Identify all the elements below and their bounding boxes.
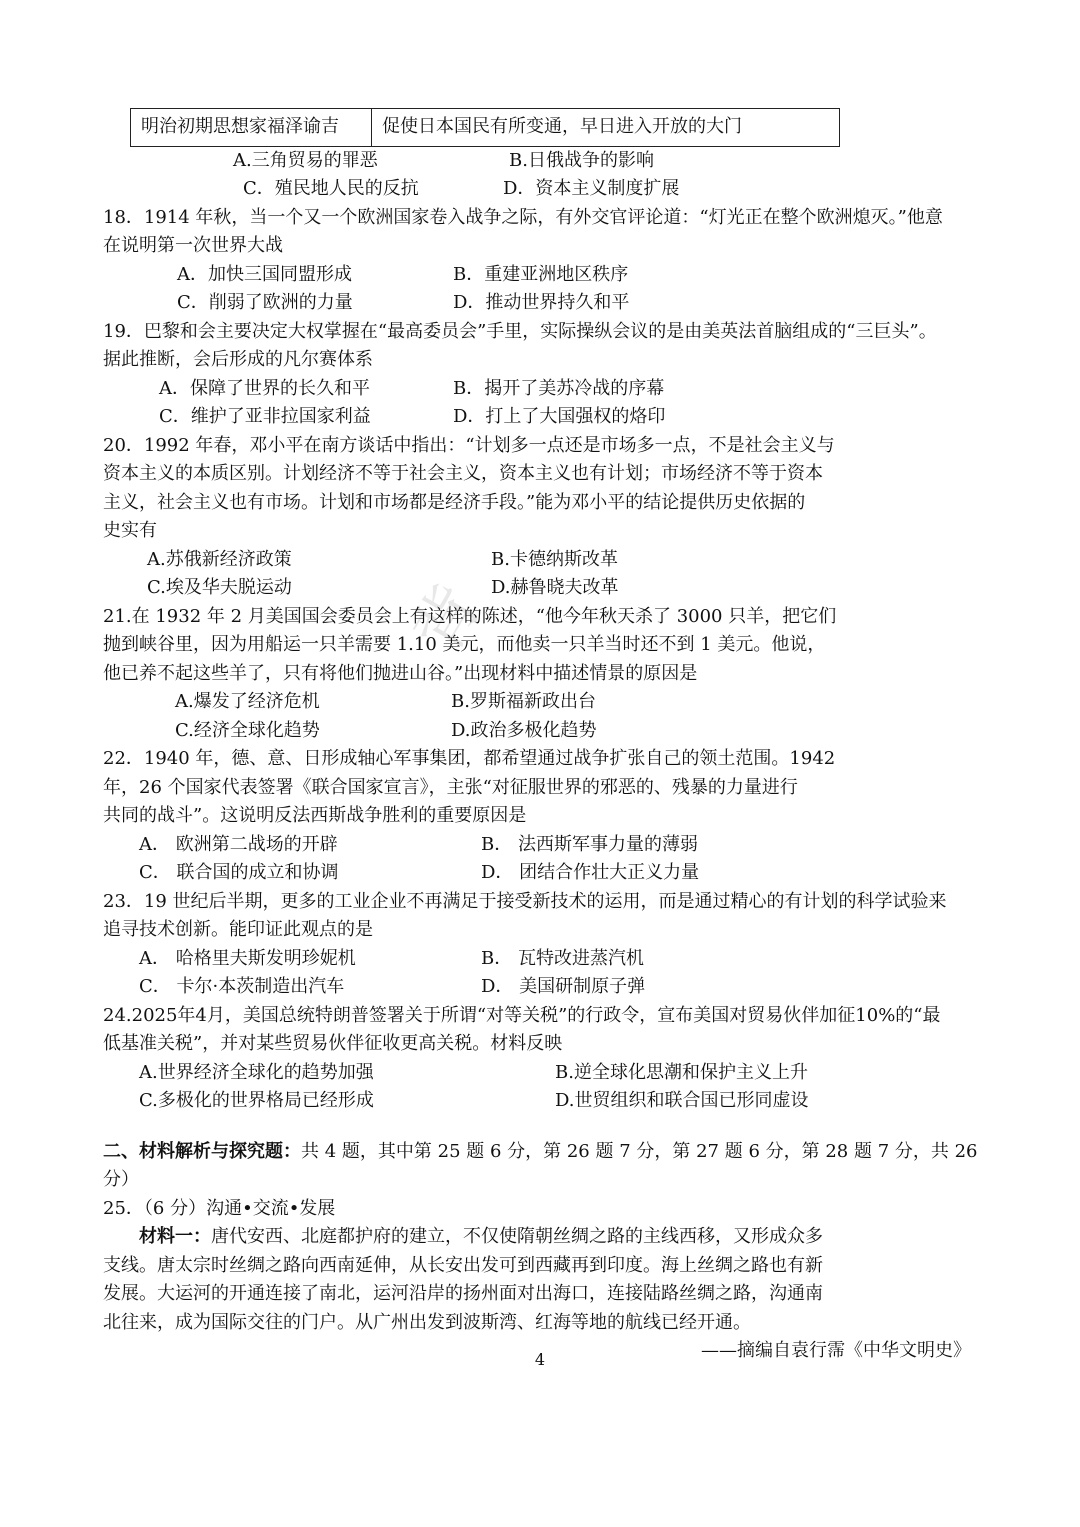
section-gap [103, 1116, 983, 1138]
q23-option-d: D． 美国研制原子弹 [481, 976, 646, 997]
q17-option-c: C．殖民地人民的反抗 [243, 178, 419, 199]
q18-option-d: D．推动世界持久和平 [453, 292, 630, 313]
q23-stem-line1: 23．19 世纪后半期，更多的工业企业不再满足于接受新技术的运用，而是通过精心的有计划的科学试验来 [103, 890, 947, 912]
section2-desc: 共 4 题，其中第 25 题 6 分，第 26 题 7 分，第 27 题 6 分，第 28 题 7 分，共 26 [301, 1140, 978, 1162]
watermark: 背 [400, 567, 500, 666]
q21-option-c: C.经济全球化趋势 [175, 719, 320, 741]
q23-options-row1 [103, 945, 983, 974]
q23-option-a: A． 哈格里夫斯发明珍妮机 [139, 947, 356, 969]
q25-material-label: 材料一： [139, 1226, 211, 1247]
q17-option-d: D．资本主义制度扩展 [503, 178, 680, 199]
page-number: 4 [534, 1350, 546, 1369]
q24-options-row1 [103, 1059, 983, 1088]
q18-option-c: C．削弱了欧洲的力量 [177, 292, 353, 313]
q23-option-b: B． 瓦特改进蒸汽机 [481, 947, 644, 969]
q21-option-a: A.爆发了经济危机 [175, 691, 320, 712]
q20-option-c: C.埃及华夫脱运动 [147, 577, 292, 598]
q18-stem-line2: 在说明第一次世界大战 [103, 235, 283, 256]
q18-option-b: B．重建亚洲地区秩序 [453, 263, 629, 285]
q18-options-row2 [103, 289, 983, 318]
q17-option-b: B.日俄战争的影响 [509, 149, 654, 171]
q20-stem-line1: 20．1992 年春，邓小平在南方谈话中指出：“计划多一点还是市场多一点，不是社会主义与 [103, 434, 835, 456]
q24-option-d: D.世贸组织和联合国已形同虚设 [555, 1090, 809, 1111]
q24-stem-line1: 24.2025年4月，美国总统特朗普签署关于所谓“对等关税”的行政令，宣布美国对贸易伙伴加征10%的“最 [103, 1004, 941, 1026]
q20-option-b: B.卡德纳斯改革 [491, 548, 618, 570]
q17-options-row2 [103, 175, 983, 204]
q23-stem-line2: 追寻技术创新。能印证此观点的是 [103, 919, 373, 940]
q25-material-line2: 支线。唐太宗时丝绸之路向西南延伸，从长安出发可到西藏再到印度。海上丝绸之路也有新 [103, 1254, 823, 1276]
table-row [131, 109, 840, 147]
q22-stem-line2: 年，26 个国家代表签署《联合国家宣言》，主张“对征服世界的邪恶的、残暴的力量进行 [103, 776, 798, 798]
q19-options-row2 [103, 403, 983, 432]
q19-options-row1 [103, 375, 983, 404]
q23-option-c: C． 卡尔·本茨制造出汽车 [139, 976, 345, 997]
q19-option-c: C．维护了亚非拉国家利益 [159, 406, 371, 427]
q20-option-a: A.苏俄新经济政策 [147, 548, 292, 570]
q19-stem-line2: 据此推断，会后形成的凡尔赛体系 [103, 349, 373, 370]
q24-options-row2 [103, 1087, 983, 1116]
q22-option-a: A． 欧洲第二战场的开辟 [139, 833, 338, 855]
q23-options-row2 [103, 973, 983, 1002]
q19-option-b: B．揭开了美苏冷战的序幕 [453, 377, 665, 399]
q21-options-row2 [103, 717, 983, 746]
q20-stem-line2: 资本主义的本质区别。计划经济不等于社会主义，资本主义也有计划；市场经济不等于资本 [103, 463, 823, 484]
q21-option-d: D.政治多极化趋势 [451, 719, 597, 741]
q22-option-c: C． 联合国的成立和协调 [139, 862, 339, 883]
q19-stem-line1: 19．巴黎和会主要决定大权掌握在“最高委员会”手里，实际操纵会议的是由美英法首脑组成的“三巨头”。 [103, 320, 937, 342]
q19-option-d: D．打上了大国强权的烙印 [453, 406, 666, 427]
q20-options-row1 [103, 546, 983, 575]
q24-option-a: A.世界经济全球化的趋势加强 [139, 1061, 374, 1083]
q24-option-b: B.逆全球化思潮和保护主义上升 [555, 1061, 808, 1083]
section2-desc-line2: 分） [103, 1169, 139, 1190]
q22-options-row2 [103, 859, 983, 888]
q25-material-line1 [103, 1223, 983, 1252]
q25-title: 25．（6 分）沟通•交流•发展 [103, 1197, 336, 1219]
q22-option-d: D． 团结合作壮大正义力量 [481, 862, 700, 883]
q22-option-b: B． 法西斯军事力量的薄弱 [481, 833, 698, 855]
q17-option-a: A.三角贸易的罪恶 [233, 149, 378, 171]
q25-material-line3: 发展。大运河的开通连接了南北，运河沿岸的扬州面对出海口，连接陆路丝绸之路，沟通南 [103, 1283, 823, 1304]
q18-option-a: A．加快三国同盟形成 [177, 263, 352, 285]
q20-options-row2 [103, 574, 983, 603]
q21-stem-line1: 21.在 1932 年 2 月美国国会委员会上有这样的陈述，“他今年秋天杀了 3000 只羊，把它们 [103, 605, 837, 627]
q22-stem-line3: 共同的战斗”。这说明反法西斯战争胜利的重要原因是 [103, 805, 527, 826]
q21-options-row1 [103, 688, 983, 717]
q21-stem-line3: 他已养不起这些羊了，只有将他们抛进山谷。”出现材料中描述情景的原因是 [103, 662, 698, 684]
q24-option-c: C.多极化的世界格局已经形成 [139, 1090, 374, 1111]
q25-material-line4: 北往来，成为国际交往的门户。从广州出发到波斯湾、红海等地的航线已经开通。 [103, 1311, 751, 1333]
q22-stem-line1: 22．1940 年，德、意、日形成轴心军事集团，都希望通过战争扩张自己的领土范围。1942 [103, 748, 836, 769]
section2-title: 二、材料解析与探究题： [103, 1140, 301, 1162]
q18-options-row1 [103, 261, 983, 290]
page-content [103, 108, 983, 1366]
q20-stem-line3: 主义，社会主义也有市场。计划和市场都是经济手段。”能为邓小平的结论提供历史依据的 [103, 491, 806, 513]
table-cell-left: 明治初期思想家福泽谕吉 [131, 109, 372, 147]
quote-table [130, 108, 840, 147]
q20-option-d: D.赫鲁晓夫改革 [491, 577, 619, 598]
q25-material-text1: 唐代安西、北庭都护府的建立，不仅使隋朝丝绸之路的主线西移，又形成众多 [211, 1226, 823, 1247]
q18-stem-line1: 18．1914 年秋，当一个又一个欧洲国家卷入战争之际，有外交官评论道：“灯光正在整个欧洲熄灭。”他意 [103, 206, 943, 228]
table-cell-right: 促使日本国民有所变通，早日进入开放的大门 [372, 109, 840, 147]
section2-heading [103, 1138, 983, 1167]
q17-options-row1 [103, 147, 983, 176]
q24-stem-line2: 低基准关税”，并对某些贸易伙伴征收更高关税。材料反映 [103, 1033, 563, 1054]
q25-source: ——摘编自袁行霈《中华文明史》 [701, 1340, 971, 1361]
q21-stem-line2: 抛到峡谷里，因为用船运一只羊需要 1.10 美元，而他卖一只羊当时还不到 1 美元。他说， [103, 634, 826, 655]
q20-stem-line4: 史实有 [103, 520, 157, 541]
q22-options-row1 [103, 831, 983, 860]
q19-option-a: A．保障了世界的长久和平 [159, 377, 370, 399]
q21-option-b: B.罗斯福新政出台 [451, 691, 596, 712]
